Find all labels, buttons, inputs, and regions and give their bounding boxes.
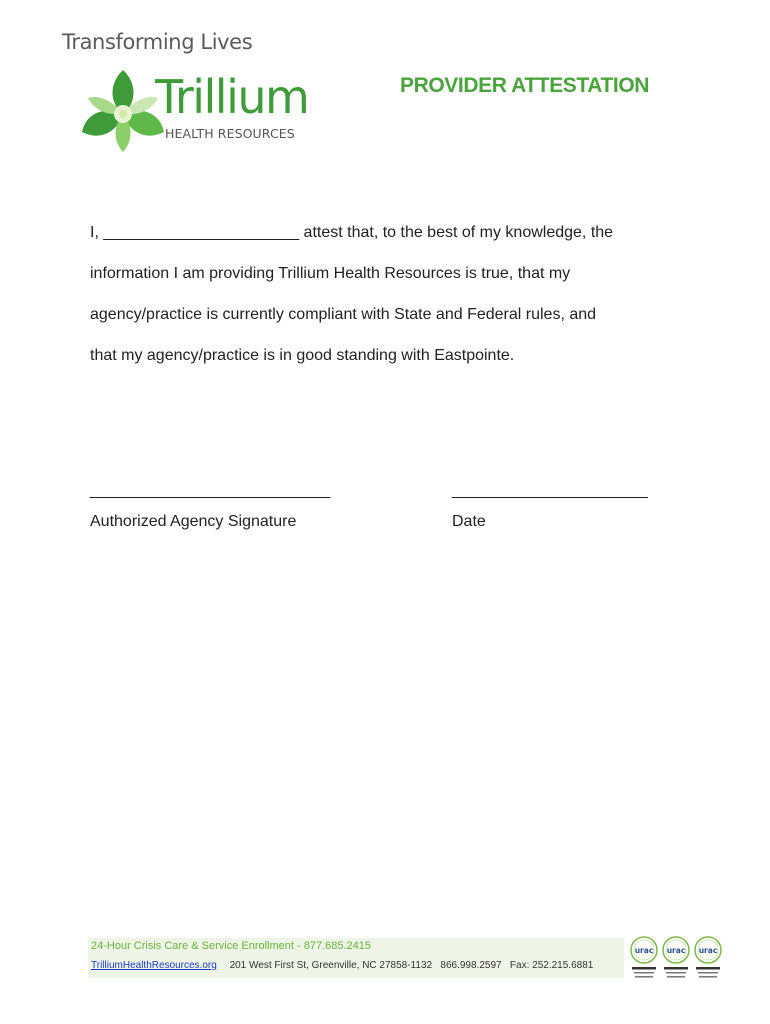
- footer-fax: Fax: 252.215.6881: [509, 960, 594, 971]
- attestation-line-2: information I am providing Trillium Health Resources is true, that my: [90, 265, 571, 282]
- footer-phone: 866.998.2597: [440, 960, 502, 971]
- attestation-line-3: agency/practice is currently compliant with State and Federal rules, and: [90, 306, 597, 323]
- brand-name: Trillium: [155, 70, 309, 124]
- website-link[interactable]: TrilliumHealthResources.org: [91, 960, 217, 971]
- tagline: Transforming Lives: [62, 30, 253, 54]
- brand-subtitle: HEALTH RESOURCES: [165, 126, 295, 141]
- attestation-line-4: that my agency/practice is in good standing with Eastpointe.: [90, 347, 515, 364]
- attestation-line-1: I, ______________________ attest that, to the best of my knowledge, the: [90, 224, 614, 241]
- signature-line[interactable]: ___________________________: [90, 482, 331, 499]
- footer-crisis-line: 24-Hour Crisis Care & Service Enrollment - 877.685.2415: [91, 940, 372, 952]
- date-label: Date: [452, 513, 486, 530]
- svg-text:urac: urac: [698, 946, 718, 955]
- attestation-body: [90, 212, 690, 376]
- footer-contact-line: [91, 960, 593, 971]
- document-title: PROVIDER ATTESTATION: [400, 74, 650, 97]
- svg-text:urac: urac: [666, 946, 686, 955]
- footer-address: 201 West First St, Greenville, NC 27858-1132: [229, 960, 433, 971]
- signature-label: Authorized Agency Signature: [90, 513, 297, 530]
- urac-accreditation-seals-icon: [629, 934, 723, 982]
- footer-bar: [88, 938, 624, 978]
- svg-text:urac: urac: [634, 946, 654, 955]
- date-line[interactable]: ______________________: [452, 482, 648, 499]
